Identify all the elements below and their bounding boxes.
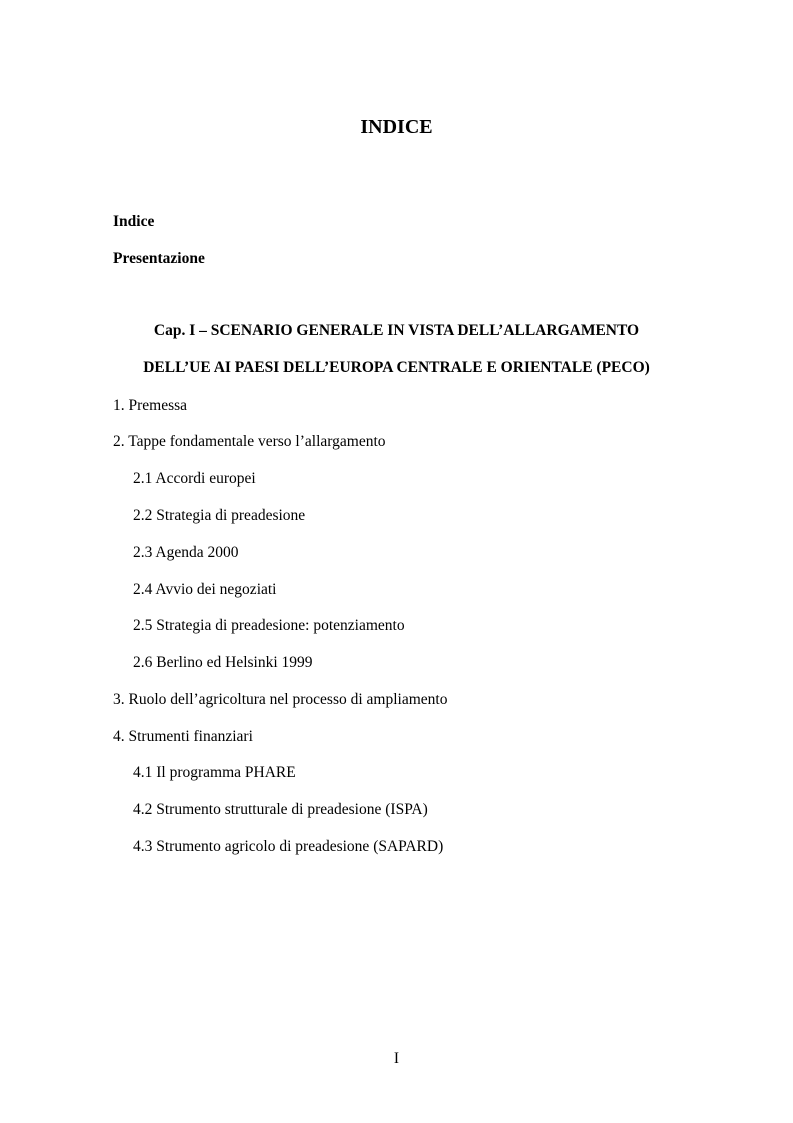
page-number: I (393, 1050, 400, 1067)
toc-entry-sapard: 4.3 Strumento agricolo di preadesione (SAPARD) (133, 838, 444, 855)
toc-entry-agenda-2000: 2.3 Agenda 2000 (133, 544, 239, 561)
toc-entry-ispa: 4.2 Strumento strutturale di preadesione (ISPA) (133, 801, 428, 818)
toc-entry-accordi-europei: 2.1 Accordi europei (133, 470, 256, 487)
page-title: INDICE (360, 116, 433, 138)
toc-entry-tappe: 2. Tappe fondamentale verso l’allargamento (113, 433, 386, 450)
toc-entry-phare: 4.1 Il programma PHARE (133, 764, 296, 781)
chapter-heading-line-2: DELL’UE AI PAESI DELL’EUROPA CENTRALE E ORIENTALE (PECO) (143, 359, 650, 376)
toc-entry-strategia-preadesione: 2.2 Strategia di preadesione (133, 507, 306, 524)
toc-entry-premessa: 1. Premessa (113, 397, 188, 414)
chapter-heading-line-1: Cap. I – SCENARIO GENERALE IN VISTA DELL’ALLARGAMENTO (153, 322, 640, 339)
toc-entry-berlino-helsinki: 2.6 Berlino ed Helsinki 1999 (133, 654, 313, 671)
toc-entry-strumenti-finanziari: 4. Strumenti finanziari (113, 728, 253, 745)
toc-entry-avvio-negoziati: 2.4 Avvio dei negoziati (133, 581, 277, 598)
front-matter-indice: Indice (113, 213, 155, 230)
toc-entry-ruolo-agricoltura: 3. Ruolo dell’agricoltura nel processo di ampliamento (113, 691, 448, 708)
toc-entry-potenziamento: 2.5 Strategia di preadesione: potenziamento (133, 617, 405, 634)
front-matter-presentazione: Presentazione (113, 250, 205, 267)
